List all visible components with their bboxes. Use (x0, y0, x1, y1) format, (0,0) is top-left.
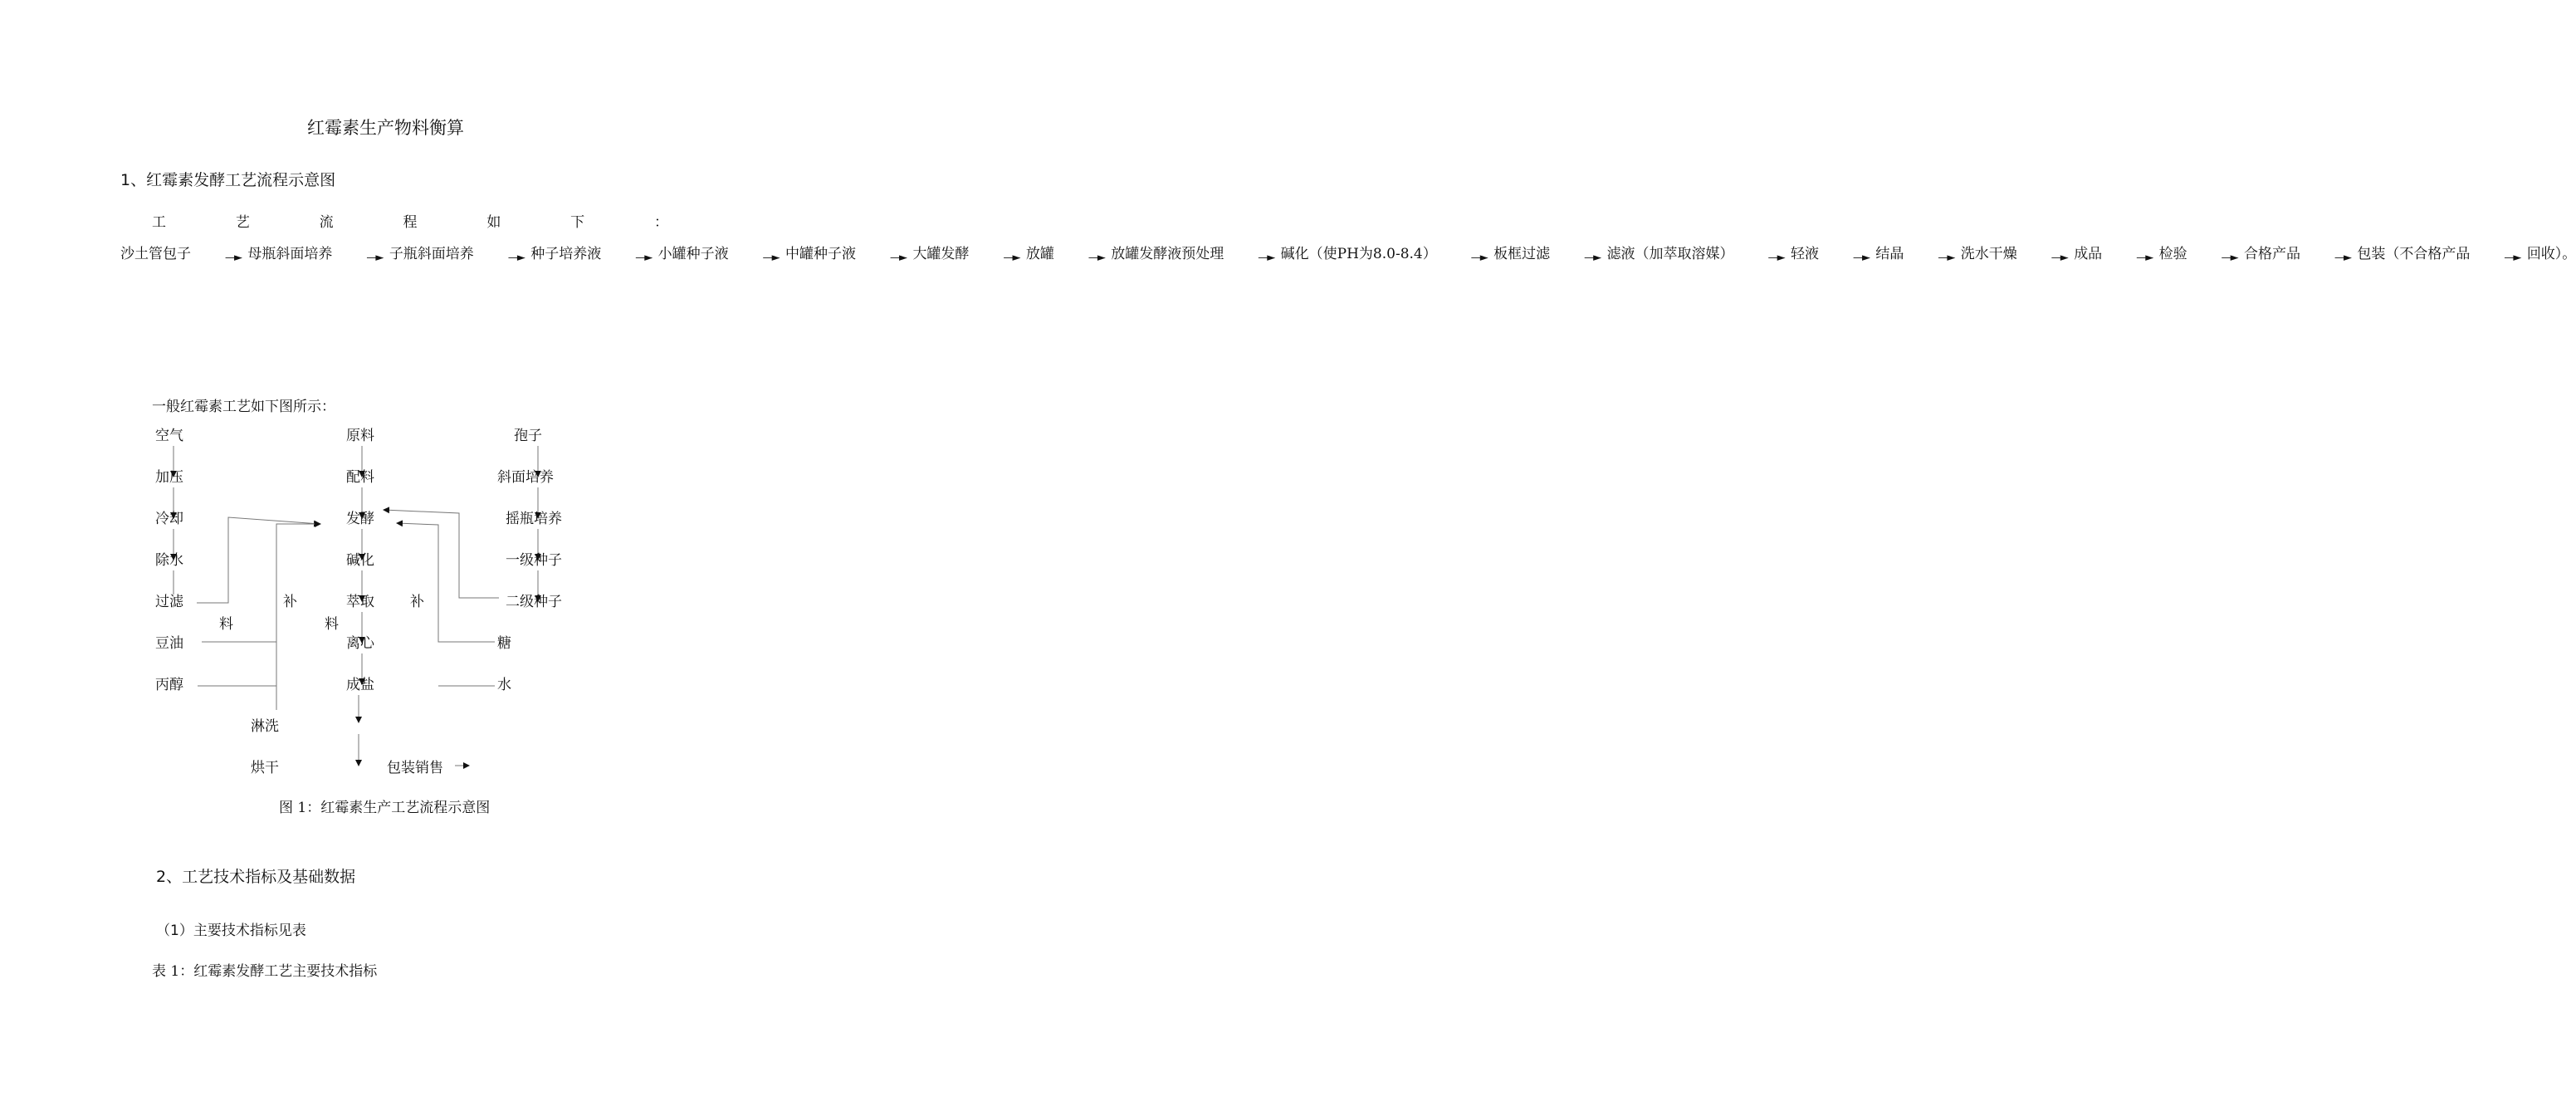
process-step: 轻液 (1790, 245, 1819, 262)
flow-arrow-icon: —► (366, 251, 383, 264)
flow-arrow-icon: —► (2136, 251, 2153, 264)
flow-arrow-icon: —► (635, 251, 652, 264)
section-1-heading: 1、红霉素发酵工艺流程示意图 (120, 171, 336, 189)
node-dry: 烘干 (251, 760, 279, 776)
section-2-subheading: （1）主要技术指标见表 (156, 923, 306, 939)
page-title: 红霉素生产物料衡算 (307, 118, 464, 138)
node-slant-culture: 斜面培养 (497, 469, 554, 486)
process-step: 放罐 (1025, 245, 1054, 262)
node-rinse: 淋洗 (251, 718, 279, 735)
flow-arrow-icon: —► (1003, 251, 1019, 264)
node-water: 水 (497, 677, 511, 693)
flow-arrow-icon: —► (890, 251, 907, 264)
node-packaging-sale: 包装销售 (387, 760, 443, 776)
flow-arrow-icon: —► (1938, 251, 1954, 264)
flow-arrow-icon: —► (1088, 251, 1104, 264)
flow-arrow-icon: —► (762, 251, 779, 264)
node-seed-2: 二级种子 (506, 594, 562, 610)
process-step: 放罐发酵液预处理 (1111, 245, 1224, 262)
arrow-filter-to-ferment (197, 517, 320, 603)
flow-arrow-icon: —► (1767, 251, 1784, 264)
node-soybean-oil: 豆油 (155, 635, 183, 652)
node-sugar: 糖 (497, 635, 511, 652)
flow-arrow-icon: —► (507, 251, 524, 264)
node-dewater: 除水 (155, 552, 183, 569)
node-raw-material: 原料 (346, 428, 374, 444)
flow-arrow-icon: —► (2051, 251, 2067, 264)
node-spore: 孢子 (514, 428, 542, 444)
process-step: 小罐种子液 (657, 245, 729, 262)
figure-caption: 图 1：红霉素生产工艺流程示意图 (279, 800, 491, 816)
flow-arrow-icon: —► (2504, 251, 2520, 264)
process-step: 大罐发酵 (912, 245, 970, 262)
process-step: 中罐种子液 (785, 245, 857, 262)
process-step: 合格产品 (2244, 245, 2300, 262)
process-step: 沙土管包子 (120, 245, 191, 262)
process-step: 洗水干燥 (1960, 245, 2017, 262)
flow-arrow-icon: —► (1852, 251, 1869, 264)
table-caption: 表 1：红霉素发酵工艺主要技术指标 (152, 963, 378, 980)
flow-arrow-icon: —► (1470, 251, 1487, 264)
feed-label-right-top: 补 (410, 594, 424, 610)
node-alkalization: 碱化 (346, 552, 374, 569)
node-compress: 加压 (155, 469, 183, 486)
node-salt-formation: 成盐 (346, 677, 374, 693)
node-shake-flask: 摇瓶培养 (506, 511, 562, 527)
feed-label-left-top: 补 (283, 594, 297, 610)
flow-arrow-icon: —► (1584, 251, 1601, 264)
node-filter: 过滤 (155, 594, 183, 610)
process-step: 结晶 (1875, 245, 1904, 262)
section-2-heading: 2、工艺技术指标及基础数据 (156, 868, 356, 886)
node-extraction: 萃取 (346, 594, 374, 610)
diagram-lines (0, 0, 789, 1116)
process-step: 滤液（加萃取溶媒） (1606, 245, 1734, 262)
process-step: 母瓶斜面培养 (247, 245, 333, 262)
flow-arrow-icon: —► (225, 251, 241, 264)
node-air: 空气 (155, 428, 183, 444)
process-step: 回收）。 (2526, 245, 2576, 262)
diagram-intro: 一般红霉素工艺如下图所示： (152, 399, 335, 415)
node-cool: 冷却 (155, 511, 183, 527)
feed-label-right-bottom: 料 (325, 616, 339, 633)
process-step: 子瓶斜面培养 (389, 245, 474, 262)
process-step: 检验 (2158, 245, 2187, 262)
process-step: 成品 (2074, 245, 2103, 262)
flow-arrow-icon: —► (2334, 251, 2350, 264)
node-batching: 配料 (346, 469, 374, 486)
node-centrifuge: 离心 (346, 635, 374, 652)
node-fermentation: 发酵 (346, 511, 374, 527)
flow-arrow-icon: —► (1258, 251, 1274, 264)
feed-label-left-bottom: 料 (219, 616, 233, 633)
process-step: 包装（不合格产品 (2357, 245, 2471, 262)
flow-arrow-icon: —► (2221, 251, 2237, 264)
process-step: 种子培养液 (530, 245, 602, 262)
process-step: 碱化（使PH为8.0-8.4） (1280, 245, 1437, 262)
process-intro: 工艺流程如下： (152, 214, 668, 231)
node-propanol: 丙醇 (155, 677, 183, 693)
arrow-sugar-to-ferment (397, 523, 495, 642)
process-step: 板框过滤 (1493, 245, 1551, 262)
node-seed-1: 一级种子 (506, 552, 562, 569)
